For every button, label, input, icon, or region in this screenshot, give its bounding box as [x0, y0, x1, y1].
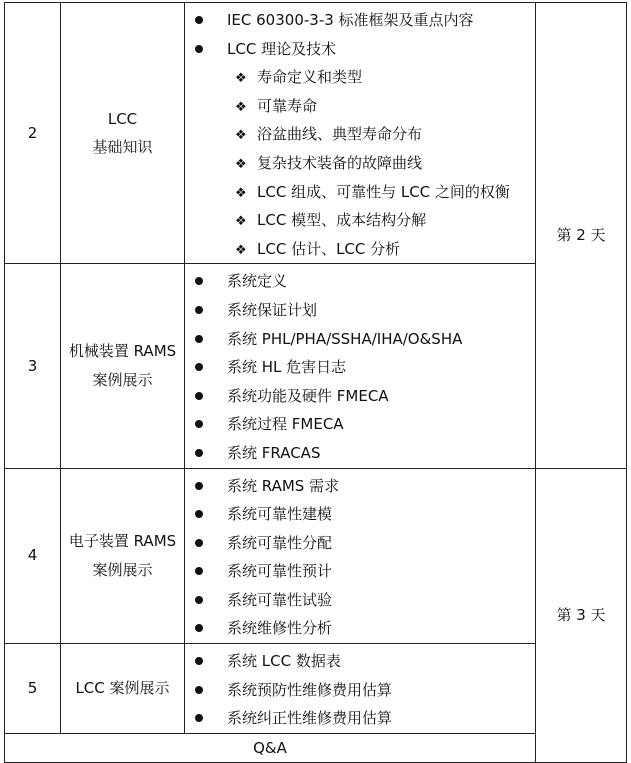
- module-name-line: 电子装置 RAMS: [68, 532, 177, 551]
- sub-topic-item: [185, 149, 535, 178]
- topic-text: LCC 模型、成本结构分解: [257, 211, 427, 230]
- topic-item: [185, 586, 535, 615]
- topic-item: [185, 410, 535, 439]
- row-number: 3: [5, 264, 61, 468]
- qa-cell: Q&A: [5, 733, 536, 763]
- module-name: [61, 468, 185, 644]
- topics-cell: [185, 264, 536, 468]
- topic-item: [185, 557, 535, 586]
- topic-item: [185, 35, 535, 64]
- bullet-dot-icon: [195, 539, 203, 547]
- topic-text: IEC 60300-3-3 标准框架及重点内容: [227, 11, 474, 29]
- module-name-line: LCC 案例展示: [75, 679, 170, 698]
- day-cell: 第 2 天: [536, 3, 627, 469]
- sub-topic-item: [185, 120, 535, 149]
- module-name-line: 案例展示: [92, 370, 153, 389]
- bullet-dot-icon: [195, 714, 203, 722]
- topic-text: 系统纠正性维修费用估算: [227, 709, 393, 728]
- topic-text: 寿命定义和类型: [257, 68, 363, 87]
- bullet-dot-icon: [195, 510, 203, 518]
- topic-item: [185, 614, 535, 643]
- module-name-line: 机械装置 RAMS: [68, 342, 177, 361]
- course-schedule-table: [4, 2, 627, 763]
- module-name-line: 案例展示: [92, 560, 153, 579]
- topic-text: 系统 RAMS 需求: [227, 476, 340, 495]
- sub-topic-item: [185, 63, 535, 92]
- topic-text: 可靠寿命: [257, 96, 318, 115]
- topic-item: [185, 325, 535, 354]
- topic-item: [185, 296, 535, 325]
- bullet-dot-icon: [195, 449, 203, 457]
- topic-text: LCC 组成、可靠性与 LCC 之间的权衡: [257, 182, 510, 201]
- module-name-line: LCC: [107, 109, 138, 128]
- sub-topic-item: [185, 178, 535, 207]
- topic-text: 系统过程 FMECA: [227, 415, 344, 434]
- diamond-bullet-icon: ❖: [235, 128, 247, 144]
- topic-text: 系统定义: [227, 272, 288, 291]
- diamond-bullet-icon: ❖: [235, 71, 247, 87]
- topics-cell: [185, 3, 536, 264]
- diamond-bullet-icon: ❖: [235, 99, 247, 115]
- sub-topic-item: [185, 206, 535, 235]
- bullet-dot-icon: [195, 363, 203, 371]
- diamond-bullet-icon: ❖: [235, 185, 247, 201]
- bullet-dot-icon: [195, 596, 203, 604]
- topic-item: [185, 676, 535, 705]
- bullet-dot-icon: [195, 482, 203, 490]
- sub-topic-item: [185, 235, 535, 264]
- topics-cell: [185, 468, 536, 644]
- topic-item: [185, 529, 535, 558]
- table-row-2: [5, 3, 627, 264]
- day-cell: 第 3 天: [536, 468, 627, 763]
- topic-item: [185, 472, 535, 501]
- diamond-bullet-icon: ❖: [235, 214, 247, 230]
- topics-cell: [185, 644, 536, 734]
- topic-text: 系统维修性分析: [227, 619, 333, 638]
- bullet-dot-icon: [195, 624, 203, 632]
- module-name: [61, 264, 185, 468]
- topic-text: 系统可靠性预计: [227, 562, 333, 581]
- topic-item: [185, 382, 535, 411]
- bullet-dot-icon: [195, 392, 203, 400]
- table-row-5: [5, 644, 627, 734]
- sub-topic-item: [185, 92, 535, 121]
- bullet-dot-icon: [195, 306, 203, 314]
- bullet-dot-icon: [195, 657, 203, 665]
- topic-item: [185, 647, 535, 676]
- bullet-dot-icon: [195, 16, 203, 24]
- topic-item: [185, 267, 535, 296]
- row-number: 2: [5, 3, 61, 264]
- topic-text: 系统 LCC 数据表: [227, 652, 341, 671]
- topic-text: 系统 PHL/PHA/SSHA/IHA/O&SHA: [227, 329, 463, 348]
- diamond-bullet-icon: ❖: [235, 156, 247, 172]
- topic-text: 系统 FRACAS: [227, 443, 321, 462]
- topic-item: [185, 704, 535, 733]
- row-number: 4: [5, 468, 61, 644]
- module-name: [61, 644, 185, 734]
- topic-item: [185, 6, 535, 35]
- topic-text: 系统可靠性试验: [227, 590, 333, 609]
- topic-text: 系统可靠性分配: [227, 533, 333, 552]
- topic-text: LCC 估计、LCC 分析: [257, 239, 401, 258]
- topic-item: [185, 353, 535, 382]
- bullet-dot-icon: [195, 567, 203, 575]
- topic-item: [185, 439, 535, 468]
- diamond-bullet-icon: ❖: [235, 242, 247, 258]
- table-row-4: [5, 468, 627, 644]
- topic-text: 浴盆曲线、典型寿命分布: [257, 125, 423, 144]
- bullet-dot-icon: [195, 277, 203, 285]
- table-row-qa: [5, 733, 627, 763]
- bullet-dot-icon: [195, 686, 203, 694]
- bullet-dot-icon: [195, 420, 203, 428]
- bullet-dot-icon: [195, 45, 203, 53]
- topic-text: 系统保证计划: [227, 300, 318, 319]
- topic-text: 系统预防性维修费用估算: [227, 680, 393, 699]
- topic-text: 系统 HL 危害日志: [227, 358, 347, 377]
- table-row-3: [5, 264, 627, 468]
- module-name: [61, 3, 185, 264]
- topic-text: 复杂技术装备的故障曲线: [257, 153, 423, 172]
- row-number: 5: [5, 644, 61, 734]
- topic-text: LCC 理论及技术: [227, 39, 337, 58]
- topic-text: 系统可靠性建模: [227, 505, 333, 524]
- topic-item: [185, 500, 535, 529]
- module-name-line: 基础知识: [92, 138, 153, 157]
- topic-text: 系统功能及硬件 FMECA: [227, 386, 389, 405]
- bullet-dot-icon: [195, 335, 203, 343]
